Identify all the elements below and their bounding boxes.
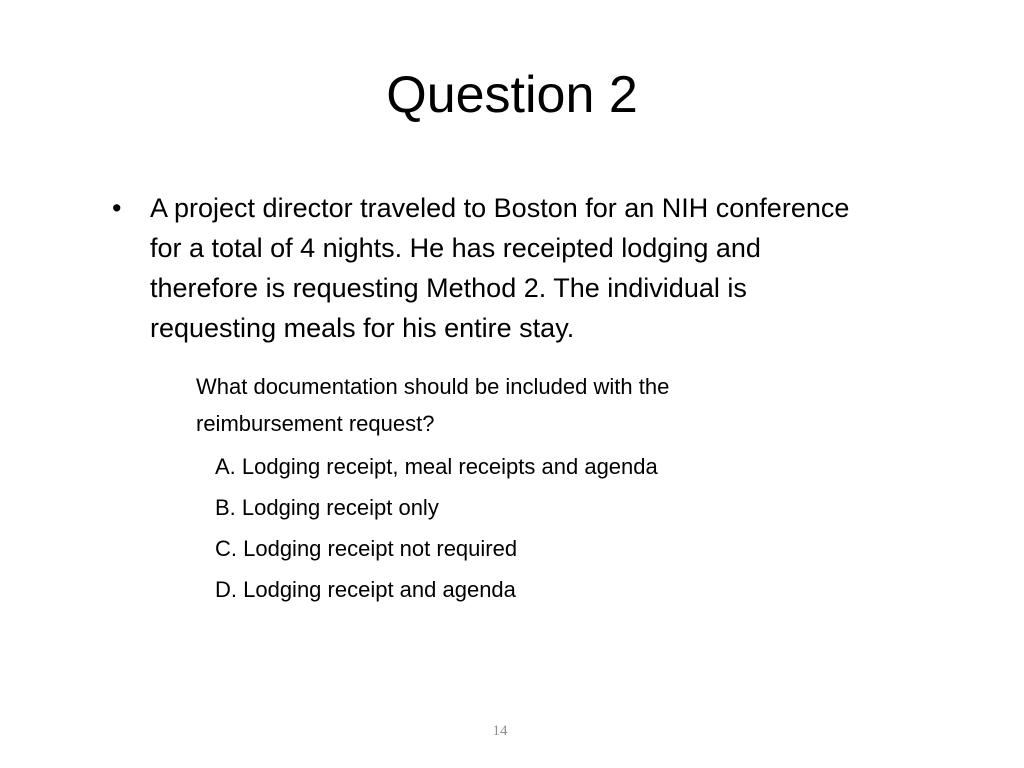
- question-text: What documentation should be included with the reimbursement request?: [196, 374, 670, 436]
- option-c: C. Lodging receipt not required: [215, 536, 518, 561]
- bullet-icon: •: [112, 193, 122, 223]
- page-number: 14: [492, 723, 508, 739]
- bullet-text: A project director traveled to Boston for an NIH conference for a total of 4 nights. He has receipted lodging and therefore is requesting Method 2. The individual is requesting meals for his entire stay.: [150, 193, 850, 343]
- option-b: B. Lodging receipt only: [215, 495, 439, 520]
- option-a: A. Lodging receipt, meal receipts and agenda: [215, 454, 658, 479]
- option-d: D. Lodging receipt and agenda: [215, 577, 516, 602]
- bullet-point: [112, 188, 892, 348]
- answer-options: [215, 446, 855, 610]
- slide-title: Question 2: [386, 66, 638, 124]
